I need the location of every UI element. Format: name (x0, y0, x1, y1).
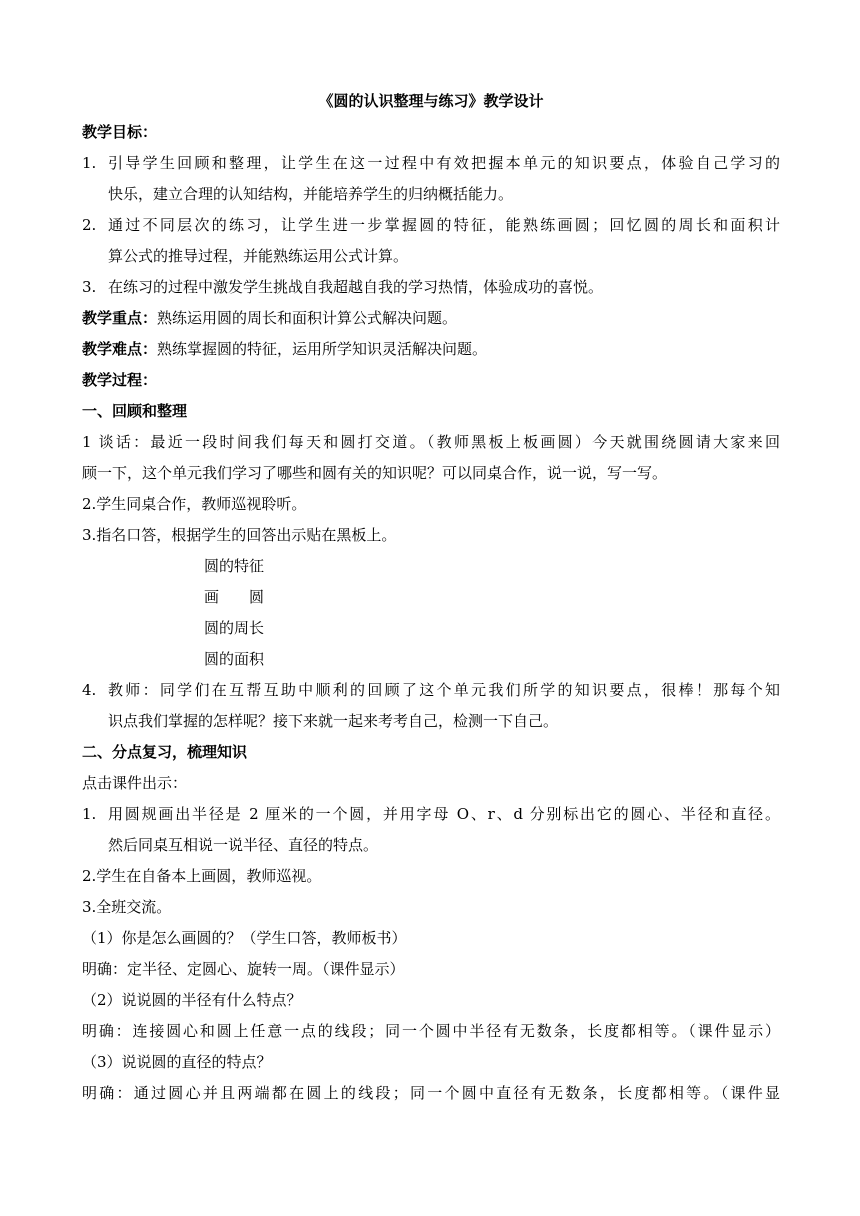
board-item: 圆的面积 (204, 650, 265, 668)
board-list (82, 551, 780, 675)
section1-item2: 2.学生同桌合作，教师巡视聆听。 (82, 495, 307, 513)
objective-item-1 (82, 148, 780, 210)
section1-item3: 3.指名口答，根据学生的回答出示贴在黑板上。 (82, 526, 397, 544)
section2-item1 (82, 799, 780, 861)
objective-number: 3. (82, 278, 97, 296)
objective-text: 引导学生回顾和整理，让学生在这一过程中有效把握本单元的知识要点，体验自己学习的 (108, 154, 780, 172)
objective-number: 1. (82, 154, 97, 172)
document-page (82, 86, 780, 1109)
section2-item2: 2.学生在自备本上画圆，教师巡视。 (82, 867, 322, 885)
section2-intro: 点击课件出示： (82, 774, 188, 792)
section2-item3: 3.全班交流。 (82, 898, 172, 916)
answer-3: 明确：通过圆心并且两端都在圆上的线段；同一个圆中直径有无数条，长度都相等。（课件显 (82, 1084, 780, 1102)
board-item: 圆的特征 (204, 557, 265, 575)
key-point (82, 303, 780, 334)
objective-text-cont: 快乐，建立合理的认知结构，并能培养学生的归纳概括能力。 (108, 185, 514, 203)
section1-item4 (82, 675, 780, 737)
section1-item1-cont: 顾一下，这个单元我们学习了哪些和圆有关的知识呢？可以同桌合作，说一说，写一写。 (82, 464, 668, 482)
objective-text: 通过不同层次的练习，让学生进一步掌握圆的特征，能熟练画圆；回忆圆的周长和面积计 (108, 216, 780, 234)
item-text-cont: 识点我们掌握的怎样呢？接下来就一起来考考自己，检测一下自己。 (108, 712, 559, 730)
key-point-text: 熟练运用圆的周长和面积计算公式解决问题。 (157, 309, 458, 327)
item-text: 教师：同学们在互帮互助中顺利的回顾了这个单元我们所学的知识要点，很棒！那每个知 (108, 681, 780, 699)
difficulty (82, 334, 780, 365)
board-item: 画 圆 (204, 588, 265, 606)
section1-item1: 1 谈话：最近一段时间我们每天和圆打交道。（教师黑板上板画圆）今天就围绕圆请大家来回 (82, 433, 780, 451)
section1-heading: 一、回顾和整理 (82, 402, 188, 420)
key-point-label: 教学重点： (82, 309, 158, 327)
question-2: （2）说说圆的半径有什么特点？ (82, 991, 302, 1009)
question-1: （1）你是怎么画圆的？（学生口答，教师板书） (82, 929, 407, 947)
objective-item-2 (82, 210, 780, 272)
section2-heading: 二、分点复习，梳理知识 (82, 743, 248, 761)
question-3: （3）说说圆的直径的特点？ (82, 1053, 272, 1071)
objective-number: 2. (82, 216, 97, 234)
answer-1: 明确：定半径、定圆心、旋转一周。（课件显示） (82, 960, 405, 978)
objective-text: 在练习的过程中激发学生挑战自我超越自我的学习热情，体验成功的喜悦。 (108, 278, 604, 296)
objective-item-3 (82, 272, 780, 303)
answer-2: 明确：连接圆心和圆上任意一点的线段；同一个圆中半径有无数条，长度都相等。（课件显示） (82, 1022, 780, 1040)
item-text: 用圆规画出半径是 2 厘米的一个圆，并用字母 O、r、d 分别标出它的圆心、半径和直径。 (108, 805, 780, 823)
board-item: 圆的周长 (204, 619, 265, 637)
objective-text-cont: 算公式的推导过程，并能熟练运用公式计算。 (108, 247, 409, 265)
item-number: 1. (82, 805, 97, 823)
process-heading: 教学过程： (82, 371, 158, 389)
item-number: 4. (82, 681, 97, 699)
objectives-heading: 教学目标： (82, 123, 158, 141)
difficulty-text: 熟练掌握圆的特征，运用所学知识灵活解决问题。 (157, 340, 488, 358)
item-text-cont: 然后同桌互相说一说半径、直径的特点。 (108, 836, 379, 854)
difficulty-label: 教学难点： (82, 340, 158, 358)
document-title: 《圆的认识整理与练习》教学设计 (318, 92, 544, 110)
